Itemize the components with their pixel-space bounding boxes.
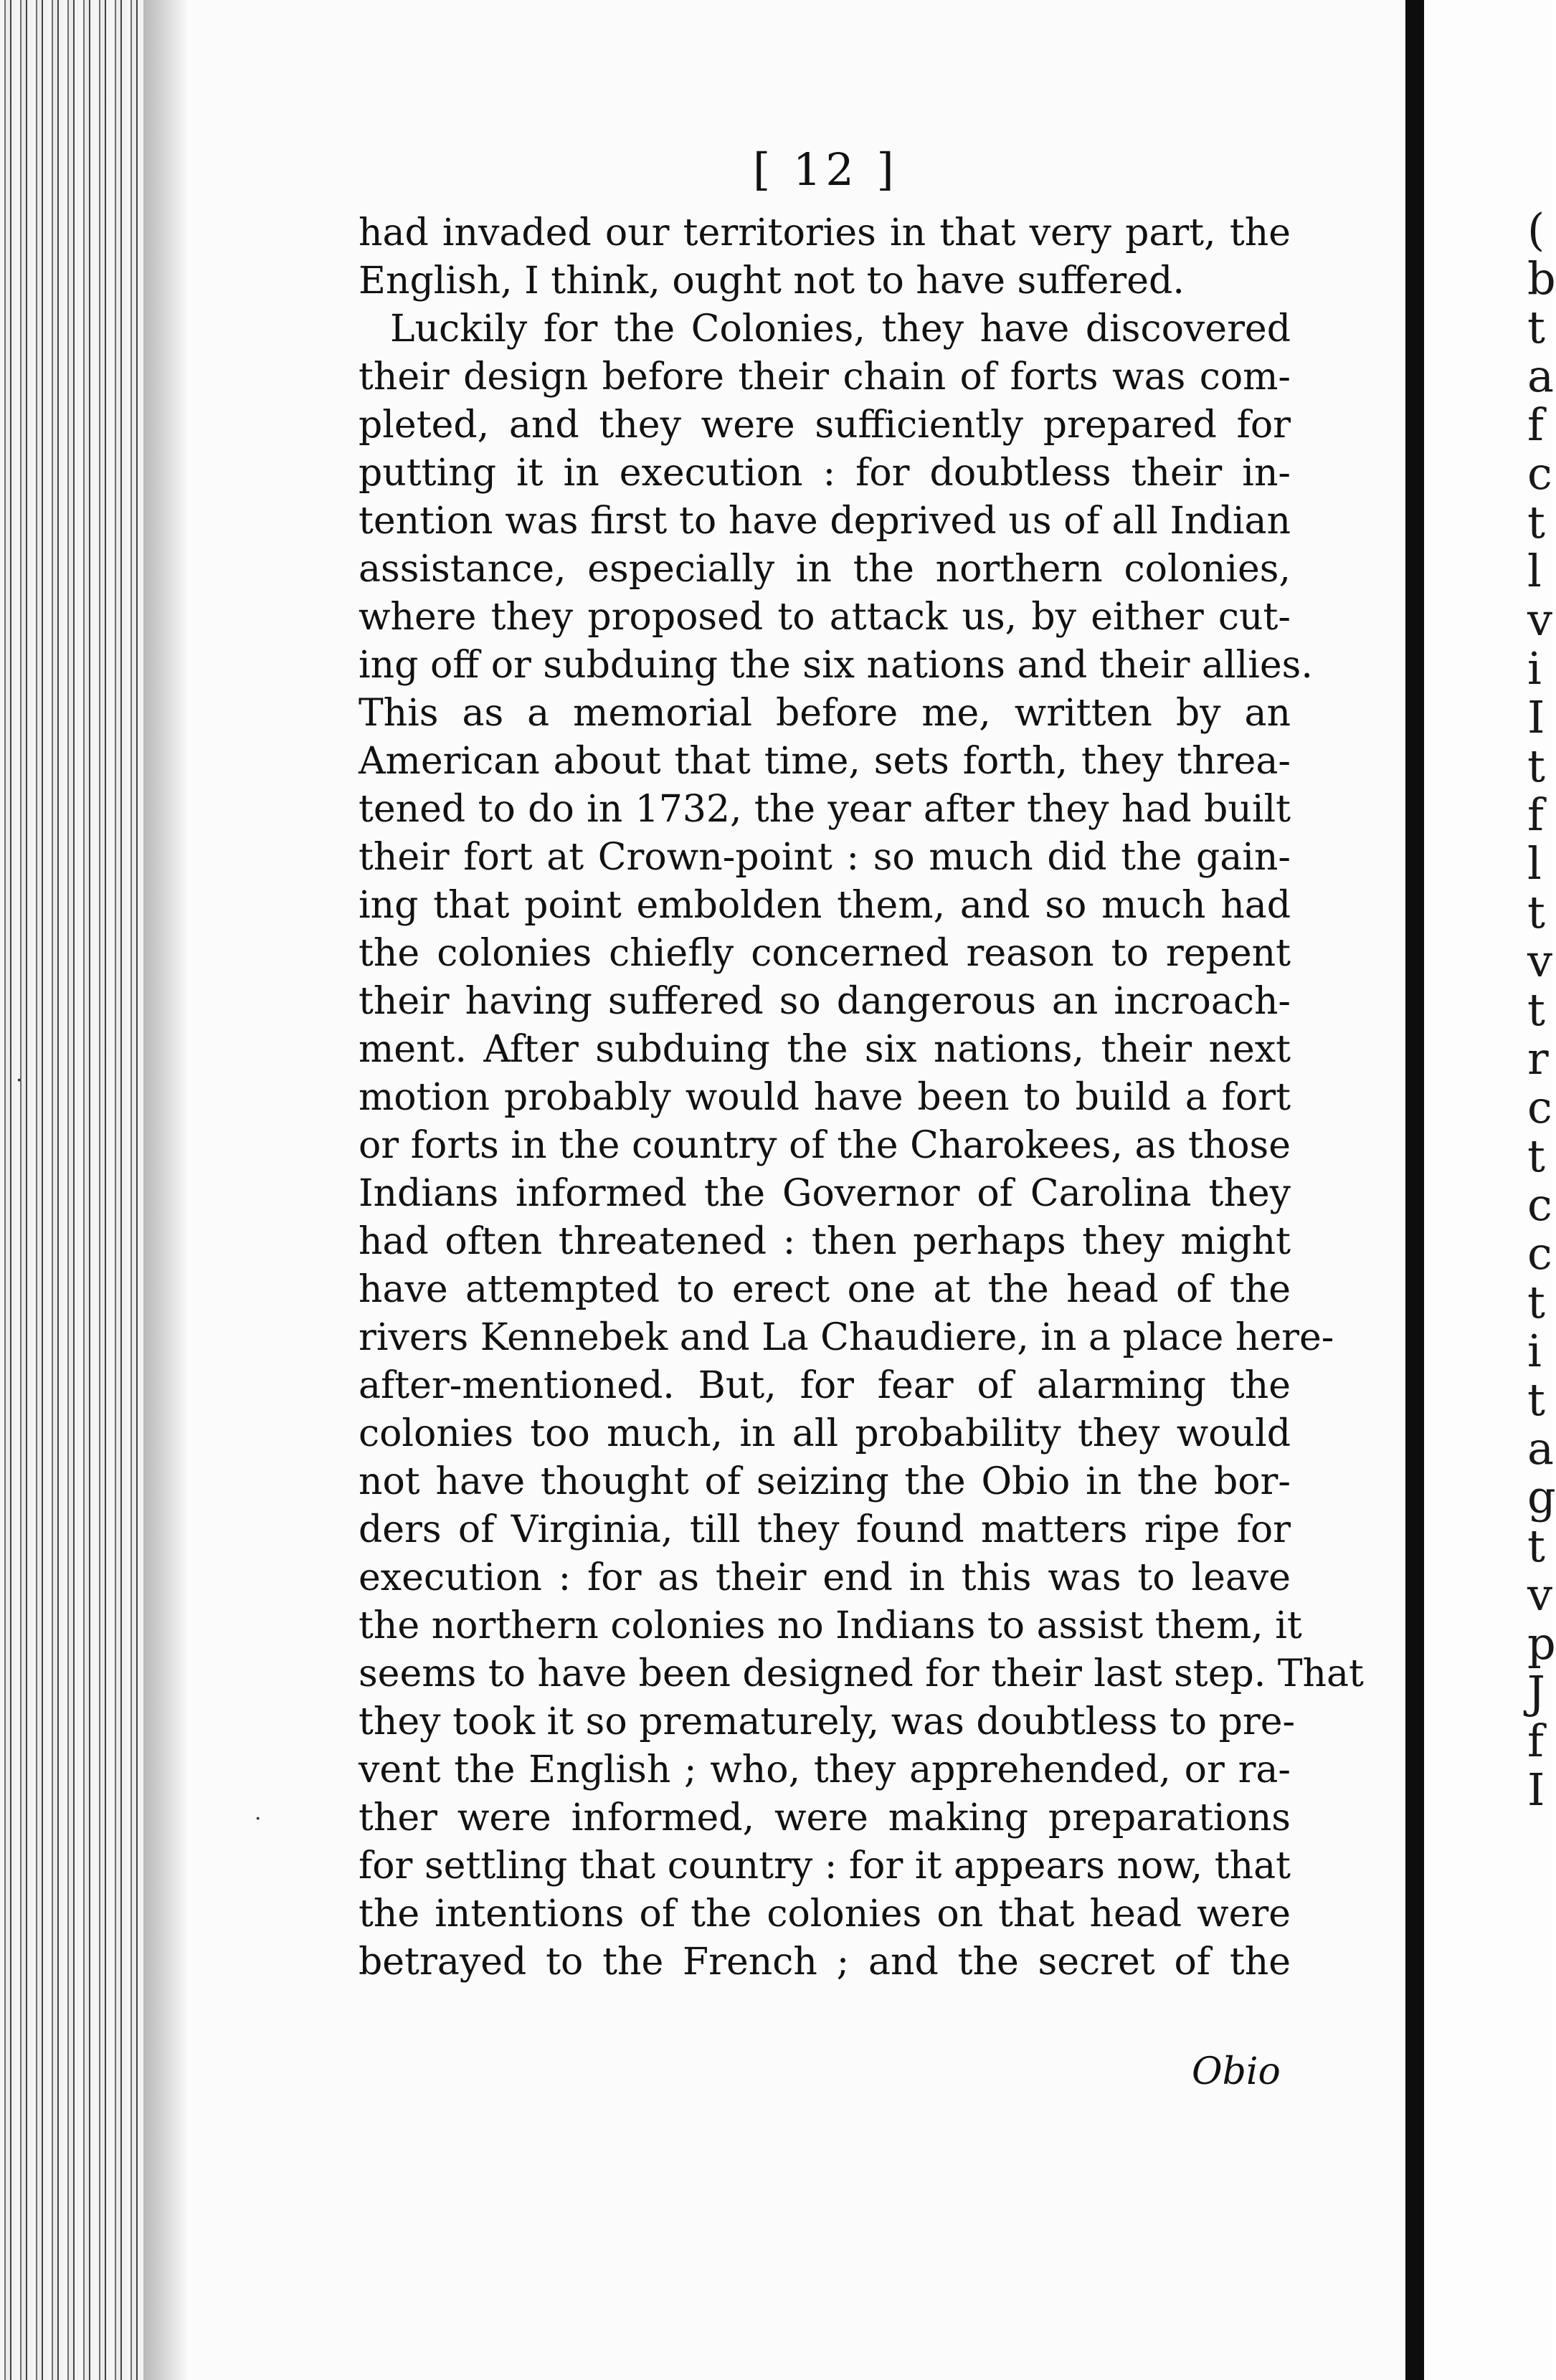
text-line: English, I think, ought not to have suffered.	[359, 260, 1185, 303]
facing-page-fragment: g	[1527, 1471, 1556, 1523]
text-line: the colonies chiefly concerned reason to repent	[359, 932, 1291, 975]
facing-page-edge	[1424, 0, 1556, 2380]
text-line: their fort at Crown-point : so much did the gain-	[359, 836, 1291, 879]
text-line: they took it so prematurely, was doubtless to pre-	[359, 1700, 1296, 1743]
facing-page-fragment: r	[1527, 1032, 1549, 1085]
facing-page-fragment: t	[1527, 1130, 1545, 1182]
text-line: execution : for as their end in this was to leave	[359, 1556, 1291, 1599]
binding-edge	[0, 0, 143, 2380]
text-line: seems to have been designed for their last step. That	[359, 1652, 1364, 1695]
text-line: assistance, especially in the northern colonies,	[359, 548, 1291, 591]
facing-page-fragment: c	[1527, 1227, 1552, 1280]
page-edge-rule	[1405, 0, 1424, 2380]
text-line: where they proposed to attack us, by either cut-	[359, 596, 1291, 639]
catchword: Obio	[1192, 2050, 1281, 2093]
ink-speck: ·	[255, 1807, 262, 1832]
facing-page-fragment: t	[1527, 886, 1545, 938]
facing-page-fragment: c	[1527, 1179, 1552, 1231]
text-line: tention was first to have deprived us of all Indian	[359, 500, 1291, 543]
text-line: ing off or subduing the six nations and their allies.	[359, 644, 1313, 687]
text-line: had often threatened : then perhaps they might	[359, 1220, 1291, 1263]
text-line: ther were informed, were making preparations	[359, 1796, 1291, 1839]
ink-speck: ·	[16, 1068, 23, 1093]
facing-page-fragment: t	[1527, 496, 1545, 548]
text-line: Indians informed the Governor of Carolina they	[359, 1172, 1291, 1215]
text-line: colonies too much, in all probability they would	[359, 1412, 1291, 1455]
facing-page-fragment: c	[1527, 1081, 1552, 1133]
text-line: after-mentioned. But, for fear of alarming the	[359, 1364, 1291, 1407]
text-line: have attempted to erect one at the head of the	[359, 1268, 1291, 1311]
body-text	[359, 209, 1364, 1986]
text-line: betrayed to the French ; and the secret of the	[359, 1941, 1291, 1984]
facing-page-fragment: p	[1527, 1617, 1556, 1670]
gutter-shadow	[143, 0, 186, 2380]
facing-page-fragment: t	[1527, 1276, 1545, 1328]
text-line: rivers Kennebek and La Chaudiere, in a place here-	[359, 1316, 1334, 1359]
facing-page-fragment: c	[1527, 447, 1552, 500]
text-line: had invaded our territories in that very part, the	[359, 211, 1291, 254]
text-line: pleted, and they were sufficiently prepared for	[359, 404, 1291, 447]
facing-page-fragment: t	[1527, 740, 1545, 792]
text-line: motion probably would have been to build a fort	[359, 1076, 1291, 1119]
text-line: their design before their chain of forts was com-	[359, 356, 1291, 399]
facing-page-fragment: v	[1527, 1569, 1553, 1621]
facing-page-fragment: f	[1527, 1715, 1544, 1767]
text-line: or forts in the country of the Charokees, as those	[359, 1124, 1291, 1167]
facing-page-fragment: a	[1527, 350, 1554, 402]
facing-page-fragment: i	[1527, 1325, 1542, 1377]
text-line: putting it in execution : for doubtless their in-	[359, 452, 1291, 495]
facing-page-fragment: t	[1527, 1520, 1545, 1572]
facing-page-fragment: i	[1527, 642, 1542, 695]
text-line: ders of Virginia, till they found matters ripe for	[359, 1508, 1291, 1551]
facing-page-fragment: I	[1527, 691, 1545, 743]
text-line: ment. After subduing the six nations, their next	[359, 1028, 1291, 1071]
facing-page-fragment: t	[1527, 1374, 1545, 1426]
facing-page-fragment: a	[1527, 1422, 1554, 1475]
text-line: vent the English ; who, they apprehended, or ra-	[359, 1748, 1291, 1791]
facing-page-fragment: l	[1527, 837, 1542, 890]
facing-page-fragment: t	[1527, 301, 1545, 353]
page-number-header: [ 12 ]	[753, 143, 898, 196]
text-line: ing that point embolden them, and so much had	[359, 884, 1291, 927]
facing-page-fragment: v	[1527, 935, 1553, 987]
text-line: tened to do in 1732, the year after they had built	[359, 788, 1291, 831]
text-line: This as a memorial before me, written by an	[359, 692, 1291, 735]
facing-page-fragment: I	[1527, 1763, 1545, 1816]
facing-page-fragment: J	[1527, 1666, 1545, 1718]
facing-page-fragment: t	[1527, 984, 1545, 1036]
text-line: American about that time, sets forth, they threa-	[359, 740, 1291, 783]
facing-page-fragment: (	[1527, 204, 1545, 256]
facing-page-fragment: l	[1527, 545, 1542, 597]
text-line: Luckily for the Colonies, they have discovered	[390, 308, 1291, 351]
text-line: their having suffered so dangerous an incroach-	[359, 980, 1291, 1023]
text-line: for settling that country : for it appears now, that	[359, 1844, 1291, 1888]
facing-page-fragment: b	[1527, 252, 1556, 305]
facing-page-fragment: v	[1527, 594, 1553, 646]
text-line: the northern colonies no Indians to assist them, it	[359, 1604, 1302, 1647]
facing-page-fragment: f	[1527, 399, 1544, 451]
text-line: the intentions of the colonies on that head were	[359, 1893, 1291, 1936]
facing-page-fragment: f	[1527, 789, 1544, 841]
text-line: not have thought of seizing the Obio in the bor-	[359, 1460, 1291, 1503]
